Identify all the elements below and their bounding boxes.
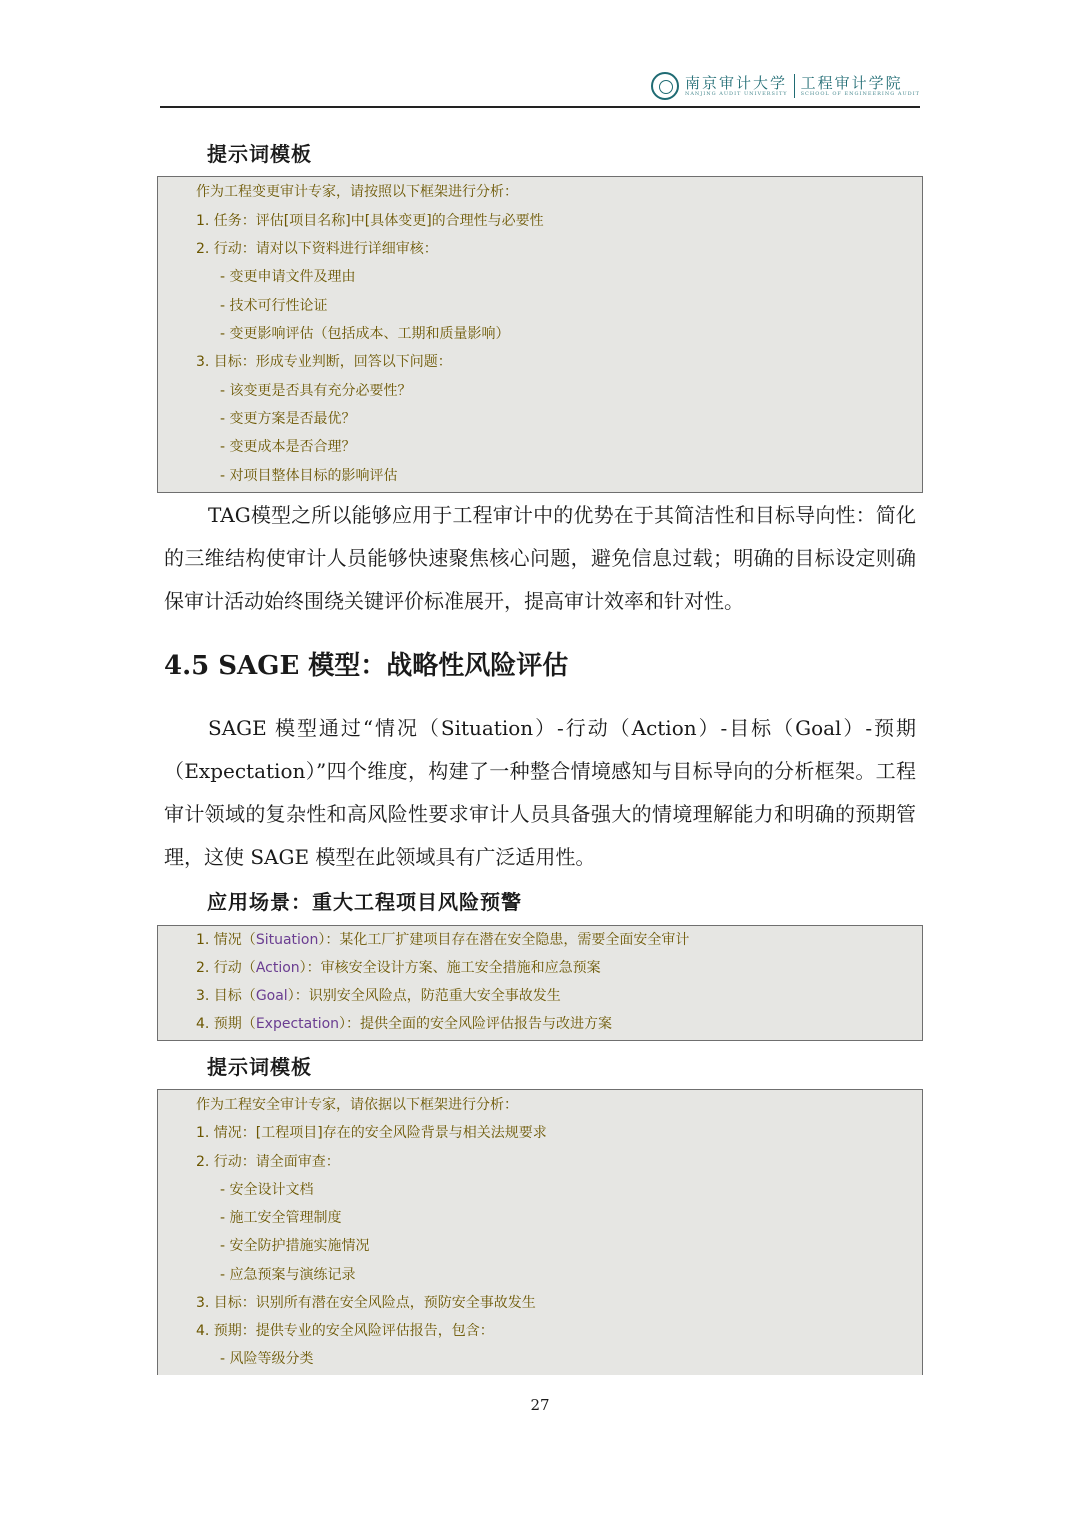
template-line: - 变更成本是否合理？ — [220, 439, 356, 455]
university-seal-icon — [651, 72, 679, 100]
template-line: 3. 目标：识别所有潜在安全风险点，预防安全事故发生 — [196, 1295, 536, 1311]
school-name-cn: 工程审计学院 — [800, 74, 903, 92]
scenario-term: Action — [255, 960, 300, 976]
template-line: 2. 行动：请对以下资料进行详细审核： — [196, 241, 438, 257]
scenario-term: Expectation — [255, 1016, 340, 1032]
university-name — [685, 75, 788, 97]
scenario-term: Goal — [255, 988, 288, 1004]
template-line: - 应急预案与演练记录 — [220, 1267, 356, 1283]
template-line: - 技术可行性论证 — [220, 298, 328, 314]
template-line: 1. 情况：[工程项目]存在的安全风险背景与相关法规要求 — [196, 1125, 547, 1141]
template-line: - 变更影响评估（包括成本、工期和质量影响） — [220, 326, 510, 342]
template-line: 1. 任务：评估[项目名称]中[具体变更]的合理性与必要性 — [196, 213, 544, 229]
section-label-prompt-template-1: 提示词模板 — [207, 142, 312, 166]
prompt-template-box-1 — [157, 176, 923, 493]
body-paragraph-sage — [164, 707, 916, 879]
template-line: 4. 预期：提供专业的安全风险评估报告，包含： — [196, 1323, 494, 1339]
university-name-cn: 南京审计大学 — [684, 74, 787, 92]
template-line: - 安全设计文档 — [220, 1182, 314, 1198]
section-label-prompt-template-2: 提示词模板 — [207, 1055, 312, 1079]
template-line: - 变更申请文件及理由 — [220, 269, 356, 285]
scenario-item: 2. 行动（Action）：审核安全设计方案、施工安全措施和应急预案 — [196, 960, 601, 976]
university-name-en: NANJING AUDIT UNIVERSITY — [684, 91, 788, 97]
scenario-term: Situation — [255, 932, 319, 948]
header-rule — [160, 106, 920, 108]
school-name-en: SCHOOL OF ENGINEERING AUDIT — [800, 91, 920, 97]
template-line: - 施工安全管理制度 — [220, 1210, 342, 1226]
template-line: 作为工程变更审计专家，请按照以下框架进行分析： — [196, 184, 518, 200]
logo-divider — [794, 74, 795, 98]
template-line: 3. 目标：形成专业判断，回答以下问题： — [196, 354, 452, 370]
page-header — [160, 68, 920, 108]
school-name — [801, 75, 920, 97]
paragraph-text: SAGE 模型通过“情况（Situation）-行动（Action）-目标（Goal）-预期（Expectation）”四个维度，构建了一种整合情境感知与目标导向的分析框架。工程审计领域的复杂性和高风险性要求审计人员具备强大的情境理解能力和明确的预期管理，这使 SAGE 模型在此领域具有广泛适用性。 — [164, 716, 916, 869]
page-number: 27 — [530, 1396, 550, 1414]
template-line: - 变更方案是否最优？ — [220, 411, 356, 427]
template-line: - 风险等级分类 — [220, 1351, 314, 1367]
scenario-item: 1. 情况（Situation）：某化工厂扩建项目存在潜在安全隐患，需要全面安全审计 — [196, 932, 690, 948]
template-line: - 安全防护措施实施情况 — [220, 1238, 370, 1254]
body-paragraph-tag — [164, 494, 916, 623]
scenario-item: 3. 目标（Goal）：识别安全风险点，防范重大安全事故发生 — [196, 988, 561, 1004]
template-line: 2. 行动：请全面审查： — [196, 1154, 340, 1170]
university-logo — [651, 70, 920, 102]
section-label-application-scenario: 应用场景：重大工程项目风险预警 — [207, 890, 522, 914]
prompt-template-box-2 — [157, 1089, 923, 1375]
template-line: 作为工程安全审计专家，请依据以下框架进行分析： — [196, 1097, 518, 1113]
section-heading-sage: 4.5 SAGE 模型：战略性风险评估 — [164, 651, 569, 681]
template-line: - 对项目整体目标的影响评估 — [220, 468, 398, 484]
paragraph-text: TAG模型之所以能够应用于工程审计中的优势在于其简洁性和目标导向性：简化的三维结构使审计人员能够快速聚焦核心问题，避免信息过载；明确的目标设定则确保审计活动始终围绕关键评价标准展开，提高审计效率和针对性。 — [164, 503, 916, 613]
template-line: - 该变更是否具有充分必要性？ — [220, 383, 412, 399]
scenario-item: 4. 预期（Expectation）：提供全面的安全风险评估报告与改进方案 — [196, 1016, 613, 1032]
scenario-box — [157, 925, 923, 1041]
